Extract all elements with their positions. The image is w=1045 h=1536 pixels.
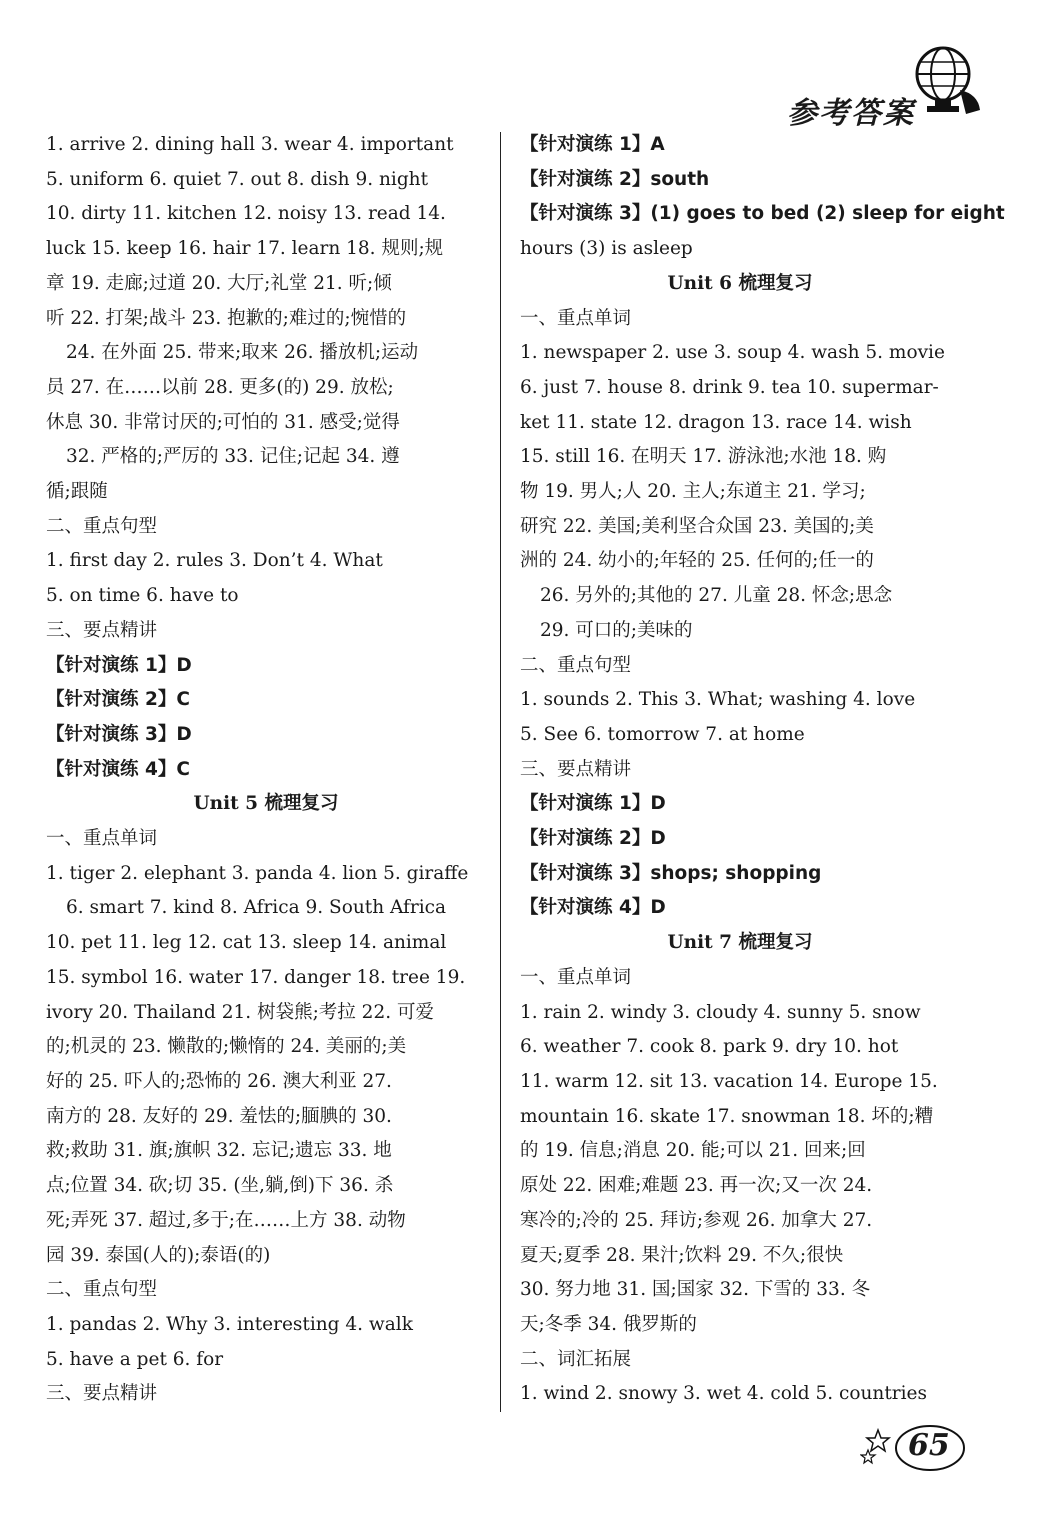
left-line: 1. arrive 2. dining hall 3. wear 4. important [46, 134, 454, 155]
header-title: 参考答案 [787, 96, 915, 131]
right-line: 6. weather 7. cook 8. park 9. dry 10. hot [520, 1036, 899, 1058]
page-header [725, 40, 985, 140]
left-line: 南方的 28. 友好的 29. 羞怯的;腼腆的 30. [46, 1105, 392, 1127]
left-line: 32. 严格的;严厉的 33. 记住;记起 34. 遵 [66, 446, 400, 468]
left-line: 1. first day 2. rules 3. Don’t 4. What [46, 550, 383, 572]
right-line: 【针对演练 3】shops; shopping [520, 862, 822, 884]
right-line: 【针对演练 4】D [520, 897, 666, 919]
right-column [520, 128, 1005, 1412]
right-line: Unit 7 梳理复习 [667, 932, 813, 954]
left-line: 5. on time 6. have to [46, 585, 239, 607]
left-line: 二、重点句型 [46, 515, 158, 537]
left-line: 休息 30. 非常讨厌的;可怕的 31. 感受;觉得 [46, 411, 400, 433]
left-line: ivory 20. Thailand 21. 树袋熊;考拉 22. 可爱 [46, 1001, 434, 1023]
right-line: 5. See 6. tomorrow 7. at home [520, 723, 805, 745]
column-divider [500, 132, 501, 1412]
left-line: 循;跟随 [46, 481, 108, 503]
right-line: 【针对演练 1】A [520, 134, 665, 155]
right-line: 二、重点句型 [520, 654, 632, 676]
right-line: 【针对演练 3】(1) goes to bed (2) sleep for eight [520, 203, 1005, 225]
left-line: 一、重点单词 [46, 828, 158, 850]
page-number-badge [860, 1420, 970, 1480]
left-line: 救;救助 31. 旗;旗帜 32. 忘记;遗忘 33. 地 [46, 1140, 392, 1162]
right-line: 物 19. 男人;人 20. 主人;东道主 21. 学习; [520, 481, 866, 503]
left-line: 死;弄死 37. 超过,多于;在……上方 38. 动物 [46, 1209, 406, 1231]
right-line: hours (3) is asleep [520, 238, 693, 260]
left-line: 【针对演练 1】D [46, 654, 192, 676]
left-line: 5. have a pet 6. for [46, 1348, 224, 1370]
right-line: 的 19. 信息;消息 20. 能;可以 21. 回来;回 [520, 1140, 866, 1162]
right-line: 30. 努力地 31. 国;国家 32. 下雪的 33. 冬 [520, 1279, 871, 1301]
left-line: 听 22. 打架;战斗 23. 抱歉的;难过的;惋惜的 [46, 307, 407, 329]
left-line: 【针对演练 2】C [46, 689, 190, 711]
right-line: 15. still 16. 在明天 17. 游泳池;水池 18. 购 [520, 446, 887, 468]
left-line: 【针对演练 4】C [46, 758, 190, 780]
right-line: 26. 另外的;其他的 27. 儿童 28. 怀念;思念 [540, 585, 893, 607]
right-line: 1. sounds 2. This 3. What; washing 4. love [520, 689, 916, 711]
right-line: 【针对演练 2】D [520, 828, 666, 850]
page-number: 65 [908, 1428, 950, 1463]
right-line: mountain 16. skate 17. snowman 18. 坏的;糟 [520, 1105, 934, 1127]
right-line: 夏天;夏季 28. 果汁;饮料 29. 不久;很快 [520, 1244, 844, 1266]
left-line: 24. 在外面 25. 带来;取来 26. 播放机;运动 [66, 342, 419, 364]
right-line: 29. 可口的;美味的 [540, 619, 693, 641]
left-line: 15. symbol 16. water 17. danger 18. tree 19. [46, 966, 466, 988]
left-line: 点;位置 34. 砍;切 35. (坐,躺,倒)下 36. 杀 [46, 1175, 394, 1197]
left-line: 三、要点精讲 [46, 619, 158, 641]
right-line: Unit 6 梳理复习 [667, 272, 813, 294]
left-line: 1. tiger 2. elephant 3. panda 4. lion 5. giraffe [46, 862, 469, 884]
right-line: 1. wind 2. snowy 3. wet 4. cold 5. countries [520, 1383, 927, 1405]
right-line: 【针对演练 2】south [520, 168, 710, 190]
left-line: 的;机灵的 23. 懒散的;懒惰的 24. 美丽的;美 [46, 1036, 407, 1058]
left-line: luck 15. keep 16. hair 17. learn 18. 规则;规 [46, 238, 444, 260]
right-line: 洲的 24. 幼小的;年轻的 25. 任何的;任一的 [520, 550, 874, 572]
left-line: 三、要点精讲 [46, 1383, 158, 1405]
right-line: 一、重点单词 [520, 307, 632, 329]
left-line: 10. dirty 11. kitchen 12. noisy 13. read 14. [46, 203, 446, 225]
left-line: 二、重点句型 [46, 1279, 158, 1301]
left-line: 1. pandas 2. Why 3. interesting 4. walk [46, 1313, 413, 1335]
left-line: 章 19. 走廊;过道 20. 大厅;礼堂 21. 听;倾 [46, 272, 392, 294]
left-line: 员 27. 在……以前 28. 更多(的) 29. 放松; [46, 376, 394, 398]
globe-icon [905, 40, 985, 120]
left-line: 6. smart 7. kind 8. Africa 9. South Africa [66, 897, 447, 919]
right-line: 二、词汇拓展 [520, 1348, 632, 1370]
left-line: 5. uniform 6. quiet 7. out 8. dish 9. night [46, 168, 429, 190]
left-line: Unit 5 梳理复习 [193, 793, 339, 815]
left-line: 10. pet 11. leg 12. cat 13. sleep 14. animal [46, 932, 447, 954]
left-line: 好的 25. 吓人的;恐怖的 26. 澳大利亚 27. [46, 1070, 392, 1092]
right-line: 1. newspaper 2. use 3. soup 4. wash 5. movie [520, 342, 945, 364]
right-line: 一、重点单词 [520, 966, 632, 988]
right-line: 寒冷的;冷的 25. 拜访;参观 26. 加拿大 27. [520, 1209, 873, 1231]
left-column [46, 128, 486, 1412]
right-line: 1. rain 2. windy 3. cloudy 4. sunny 5. snow [520, 1001, 921, 1023]
right-line: 6. just 7. house 8. drink 9. tea 10. supermar- [520, 376, 939, 398]
right-line: 原处 22. 困难;难题 23. 再一次;又一次 24. [520, 1175, 873, 1197]
right-line: 三、要点精讲 [520, 758, 632, 780]
left-line: 园 39. 泰国(人的);泰语(的) [46, 1244, 271, 1266]
right-line: 11. warm 12. sit 13. vacation 14. Europe 15. [520, 1070, 938, 1092]
right-line: 研究 22. 美国;美利坚合众国 23. 美国的;美 [520, 515, 874, 537]
left-line: 【针对演练 3】D [46, 723, 192, 745]
right-line: 天;冬季 34. 俄罗斯的 [520, 1313, 697, 1335]
right-line: ket 11. state 12. dragon 13. race 14. wish [520, 411, 912, 433]
right-line: 【针对演练 1】D [520, 793, 666, 815]
